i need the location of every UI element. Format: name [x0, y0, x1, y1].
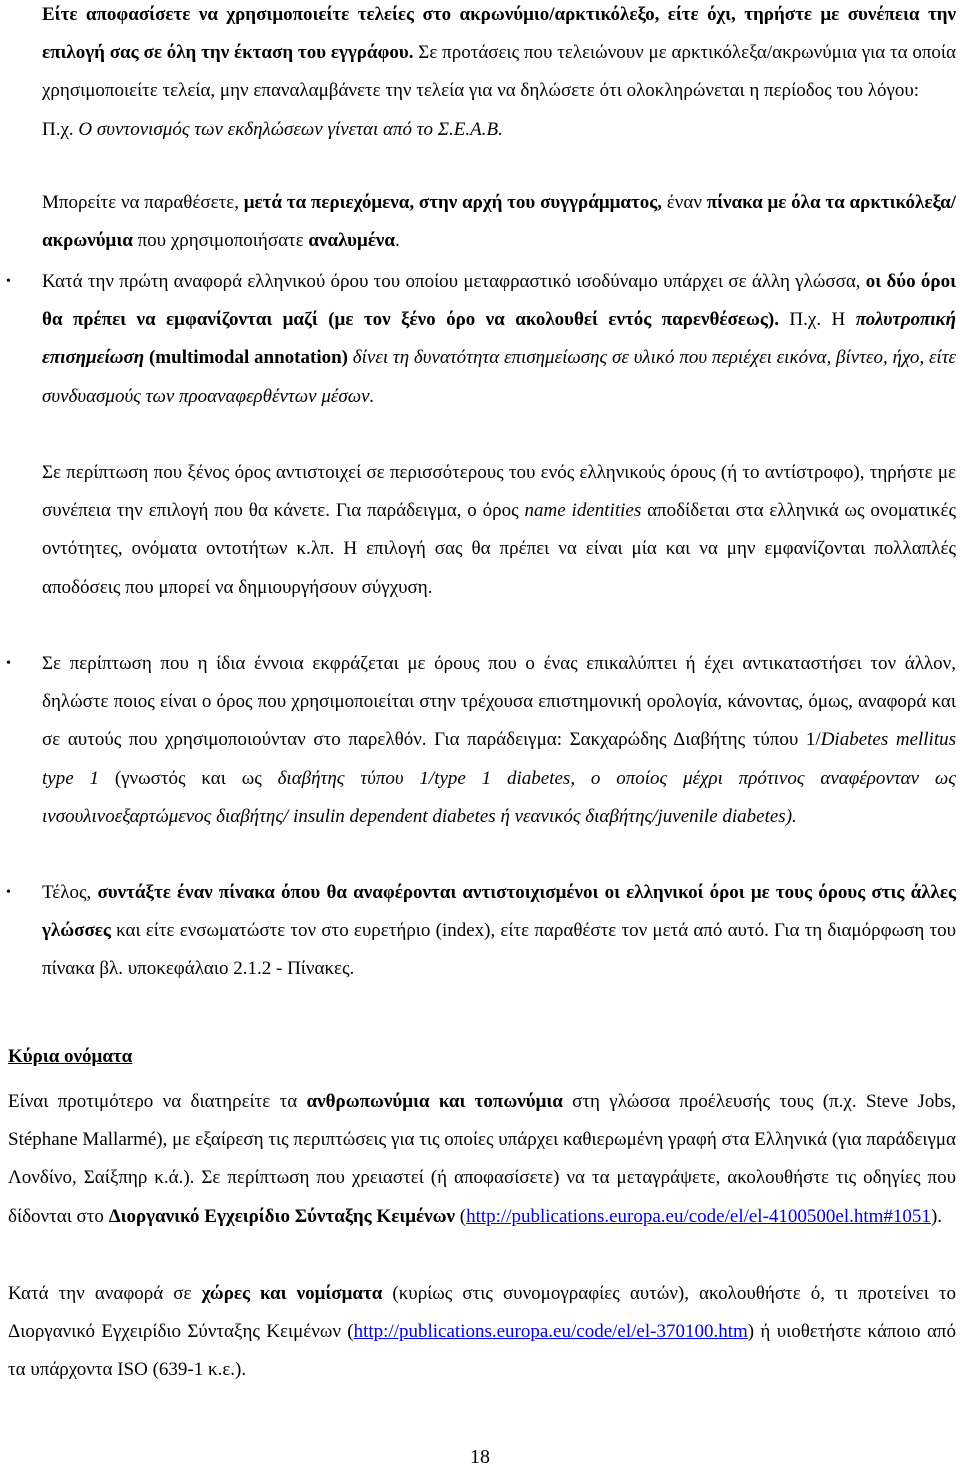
- bullet-marker: •: [6, 274, 11, 289]
- text-segment: Τέλος,: [42, 882, 92, 903]
- publications-link-370100[interactable]: http://publications.europa.eu/code/el/el-370100.htm: [353, 1321, 748, 1343]
- text-segment: ).: [930, 1205, 943, 1227]
- text-segment: αποδίδεται στα ελληνικά ως ονοματικές οντότητες, ονόματα οντοτήτων κ.λπ. Η επιλογή σας θα πρέπει να είναι μία και να μην εμφανίζονται πολλαπλές αποδόσεις που μπορεί να δημιουργήσουν σύγχυση.: [42, 500, 956, 598]
- bullet-item-overlapping-terms: [42, 645, 956, 836]
- page-number: 18: [470, 1446, 490, 1468]
- bold-segment: ανθρωπωνύμια και τοπωνύμια: [306, 1091, 563, 1112]
- example-italic: Ο συντονισμός των εκδηλώσεων γίνεται από το Σ.Ε.Α.Β.: [78, 118, 503, 140]
- text-segment: Είναι προτιμότερο να διατηρείτε τα: [8, 1091, 298, 1112]
- bold-segment: χώρες και νομίσματα: [201, 1283, 383, 1304]
- text-segment: Κατά την πρώτη αναφορά ελληνικού όρου του οποίου μεταφραστικό ισοδύναμο υπάρχει σε άλλη γλώσσα,: [42, 271, 861, 292]
- bold-segment: συντάξτε έναν πίνακα όπου θα αναφέρονται αντιστοιχισμένοι οι ελληνικοί όροι με τους όρους στις άλλες γλώσσες: [42, 882, 956, 942]
- paragraph-proper-names: [8, 1083, 956, 1236]
- publications-link-4100500[interactable]: http://publications.europa.eu/code/el/el-4100500el.htm#1051: [466, 1205, 931, 1227]
- italic-term: Diabetes mellitus type 1: [42, 729, 957, 789]
- text-segment: ) ή υιοθετήστε κάποιο από τα υπάρχοντα ISO (639-1 κ.ε.).: [8, 1321, 956, 1381]
- text-segment: που χρησιμοποιήσατε: [137, 230, 304, 252]
- bullet-item-first-mention: [42, 263, 956, 416]
- bold-segment: Διοργανικό Εγχειρίδιο Σύνταξης Κειμένων: [108, 1205, 455, 1227]
- bold-english-term: (multimodal annotation): [148, 347, 348, 369]
- bullet-marker: •: [6, 885, 11, 900]
- text-segment: Π.χ. Η: [789, 309, 846, 331]
- text-segment: (: [459, 1205, 467, 1227]
- bold-segment: αναλυμένα: [308, 230, 396, 252]
- text-segment: στη γλώσσα προέλευσής τους (π.χ. Steve Jobs, Stéphane Mallarmé), με εξαίρεση τις περιπτώσεις για τις οποίες υπάρχει καθιερωμένη γραφή στα Ελληνικά (για παράδειγμα Λονδίνο, Σαίξπηρ κ.ά.). Σε περίπτωση που χρειαστεί (ή αποφασίσετε) να τα μεταγράψετε, ακολουθήστε τις οδηγίες που δίδονται στο: [8, 1091, 957, 1227]
- text-segment: Μπορείτε να παραθέσετε,: [42, 192, 239, 213]
- text-segment: (γνωστός και ως: [114, 767, 262, 789]
- bold-italic-term: πολυτροπική επισημείωση: [42, 309, 957, 369]
- paragraph-countries-currencies: [8, 1275, 956, 1390]
- text-sentence-end: Σε προτάσεις που τελειώνουν με αρκτικόλεξα/ακρωνύμια για τα οποία χρησιμοποιείτε τελεία, μην επαναλαμβάνετε την τελεία για να δηλώσετε ότι ολοκληρώνεται η περίοδος του λόγου:: [42, 42, 956, 102]
- text-segment: Κατά την αναφορά σε: [8, 1283, 192, 1304]
- paragraph-multiple-terms: [42, 454, 956, 607]
- italic-segment: δίνει τη δυνατότητα επισημείωσης σε υλικό που περιέχει εικόνα, βίντεο, ήχο, είτε συνδυασμούς των προαναφερθέντων μέσων.: [42, 347, 957, 407]
- bullet-marker: •: [6, 656, 11, 671]
- text-segment: και είτε ενσωματώστε τον στο ευρετήριο (index), είτε παραθέστε τον μετά από αυτό. Για τη διαμόρφωση του πίνακα βλ. υποκεφάλαιο 2.1.2 - Πίνακες.: [42, 920, 957, 980]
- bold-segment: μετά τα περιεχόμενα, στην αρχή του συγγράμματος,: [243, 192, 662, 213]
- text-segment: (κυρίως στις συνομογραφίες αυτών), ακολουθήστε ό, τι προτείνει το Διοργανικό Εγχειρίδιο Σύνταξης Κειμένων (: [8, 1283, 957, 1343]
- italic-segment: διαβήτης τύπου 1/type 1 diabetes, ο οποίος μέχρι πρότινος αναφέρονταν ως ινσουλινοεξαρτώμενος διαβήτης/ insulin dependent diabetes ή νεανικός διαβήτης/juvenile diabetes).: [42, 767, 957, 827]
- paragraph-acronym-table: [42, 184, 956, 260]
- bullet-item-terms-table: [42, 874, 956, 989]
- bold-segment: πίνακα με όλα τα αρκτικόλεξα/ακρωνύμια: [42, 192, 957, 252]
- section-heading: Κύρια ονόματα: [8, 1046, 133, 1067]
- paragraph-acronym-consistency: [42, 0, 956, 149]
- text-segment: Σε περίπτωση που ξένος όρος αντιστοιχεί σε περισσότερους του ενός ελληνικούς όρους (ή το αντίστροφο), τηρήστε με συνέπεια την επιλογή που θα κάνετε. Για παράδειγμα, ο όρος: [42, 462, 956, 522]
- example-prefix: Π.χ.: [42, 118, 74, 140]
- italic-term: name identities: [524, 500, 642, 522]
- bold-segment: οι δύο όροι θα πρέπει να εμφανίζονται μαζί (με τον ξένο όρο να ακολουθεί εντός παρενθέσεως).: [42, 271, 956, 331]
- bold-consistency-note: Είτε αποφασίσετε να χρησιμοποιείτε τελείες στο ακρωνύμιο/αρκτικόλεξο, είτε όχι, τηρήστε με συνέπεια την επιλογή σας σε όλη την έκταση του εγγράφου.: [42, 4, 956, 64]
- text-segment: .: [395, 230, 400, 252]
- text-segment: έναν: [666, 192, 702, 213]
- text-segment: Σε περίπτωση που η ίδια έννοια εκφράζεται με όρους που ο ένας επικαλύπτει ή έχει αντικαταστήσει τον άλλον, δηλώστε ποιος είναι ο όρος που χρησιμοποιείται στην τρέχουσα επιστημονική ορολογία, κάνοντας, όμως, αναφορά και σε αυτούς που χρησιμοποιούνταν στο παρελθόν. Για παράδειγμα: Σακχαρώδης Διαβήτης τύπου 1/: [42, 653, 956, 751]
